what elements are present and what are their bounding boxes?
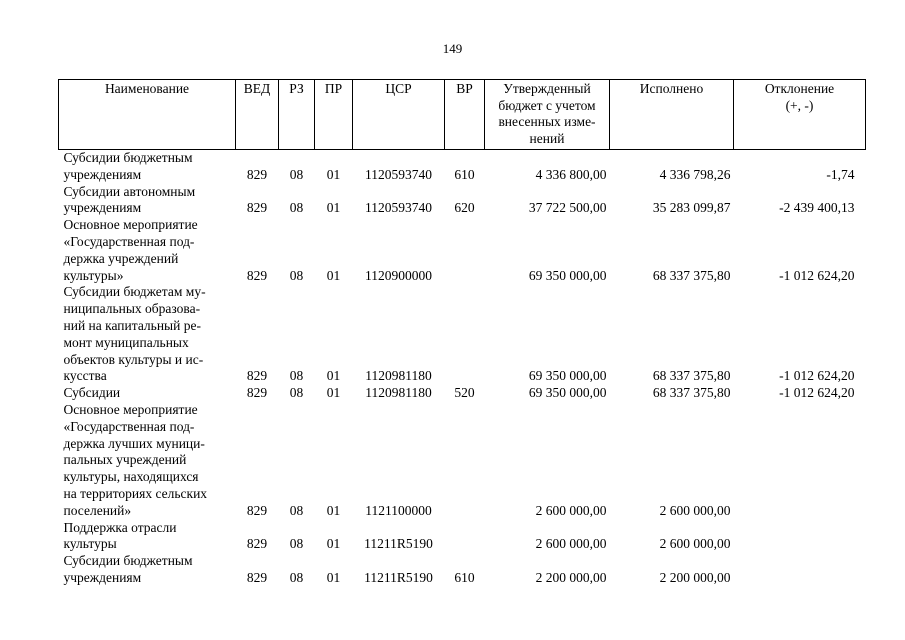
header-approved-line: бюджет с учетом [498,97,596,113]
row-name-line: учреждениям [63,166,142,182]
table-row [59,520,866,554]
row-approved-budget: 2 200 000,00 [535,569,607,585]
row-executed: 35 283 099,87 [652,200,731,216]
row-vr: 610 [454,569,475,585]
row-executed: 2 600 000,00 [659,502,731,518]
row-vr [445,402,485,520]
row-rz: 08 [289,166,304,182]
row-name-line: культуры [63,536,117,552]
row-name [59,553,236,587]
row-name-line: Субсидии бюджетам му- [63,284,206,300]
row-rz: 08 [289,385,304,401]
row-name-line: культуры, находящихся [63,469,199,485]
row-name [59,184,236,218]
row-ved: 829 [246,267,268,283]
row-name [59,217,236,284]
row-name-line: монт муниципальных [63,334,189,350]
row-vr: 520 [454,385,475,401]
row-name-line: поселений» [63,502,132,518]
row-rz: 08 [289,368,304,384]
row-name-line: объектов культуры и ис- [63,351,204,367]
row-ved: 829 [246,385,268,401]
row-approved-budget: 37 722 500,00 [528,200,607,216]
row-vr: 620 [454,200,475,216]
header-rz: РЗ [279,80,315,150]
row-csr: 1120900000 [365,267,432,283]
header-row [59,80,866,150]
header-deviation-line: Отклонение [764,81,835,96]
table-row [59,553,866,587]
row-name [59,402,236,520]
row-approved-budget: 69 350 000,00 [528,385,607,401]
row-pr: 01 [326,385,341,401]
row-csr: 1120981180 [365,368,432,384]
row-name [59,284,236,385]
table-row [59,150,866,184]
row-name [59,520,236,554]
row-rz: 08 [289,200,304,216]
header-csr: ЦСР [353,80,445,150]
row-rz: 08 [289,536,304,552]
row-executed: 4 336 798,26 [659,166,731,182]
row-pr: 01 [326,267,341,283]
row-csr: 11211R5190 [364,569,433,585]
header-deviation-line: (+, -) [785,97,814,113]
row-name [59,150,236,184]
row-pr: 01 [326,569,341,585]
budget-execution-table [58,79,866,587]
row-approved-budget: 69 350 000,00 [528,267,607,283]
row-deviation: -1 012 624,20 [779,368,855,384]
table-row [59,402,866,520]
row-name-line: ниципальных образова- [63,301,201,317]
table-row [59,217,866,284]
row-deviation [734,553,866,587]
row-executed: 2 600 000,00 [659,536,731,552]
row-pr: 01 [326,166,341,182]
row-pr: 01 [326,536,341,552]
header-deviation [734,80,866,150]
row-name-line: держка учреждений [63,250,179,266]
row-vr: 610 [454,166,475,182]
row-approved-budget: 2 600 000,00 [535,502,607,518]
row-ved: 829 [246,166,268,182]
row-name-line: учреждениям [63,569,142,585]
header-vr: ВР [445,80,485,150]
row-vr [445,284,485,385]
table-body [59,150,866,587]
row-csr: 1121100000 [365,502,432,518]
table-row [59,385,866,402]
row-csr: 11211R5190 [364,536,433,552]
row-pr: 01 [326,368,341,384]
table-header [59,80,866,150]
header-approved-line: Утвержденный [503,81,591,96]
row-name-line: учреждениям [63,200,142,216]
header-ved: ВЕД [236,80,279,150]
row-approved-budget: 69 350 000,00 [528,368,607,384]
header-pr: ПР [315,80,353,150]
row-csr: 1120593740 [365,166,432,182]
row-approved-budget: 4 336 800,00 [535,166,607,182]
row-name-line: Поддержка отрасли [63,519,177,535]
row-rz: 08 [289,569,304,585]
row-name-line: ний на капитальный ре- [63,317,201,333]
header-executed: Исполнено [610,80,734,150]
row-rz: 08 [289,267,304,283]
row-name-line: культуры» [63,267,124,283]
row-name-line: Основное мероприятие [63,217,198,233]
row-name-line: «Государственная под- [63,233,195,249]
table-row [59,184,866,218]
row-approved-budget: 2 600 000,00 [535,536,607,552]
row-name [59,385,236,402]
row-name-line: пальных учреждений [63,452,187,468]
row-name-line: Субсидии бюджетным [63,553,193,569]
row-csr: 1120981180 [365,385,432,401]
row-name-line: Субсидии автономным [63,183,196,199]
row-deviation [734,520,866,554]
header-name: Наименование [59,80,236,150]
row-ved: 829 [246,569,268,585]
row-pr: 01 [326,200,341,216]
row-name-line: держка лучших муници- [63,435,205,451]
row-name-line: Субсидии бюджетным [63,150,193,165]
header-approved-line: внесенных изме- [498,114,596,129]
row-pr: 01 [326,502,341,518]
row-executed: 68 337 375,80 [652,385,731,401]
row-deviation: -2 439 400,13 [779,200,855,216]
row-vr [445,520,485,554]
row-name-line: Основное мероприятие [63,401,198,417]
row-ved: 829 [246,502,268,518]
row-ved: 829 [246,536,268,552]
row-name-line: кусства [63,368,107,384]
row-executed: 68 337 375,80 [652,368,731,384]
header-approved-line: нений [529,130,565,146]
header-approved-budget [485,80,610,150]
table-row [59,284,866,385]
row-deviation: -1,74 [826,166,855,182]
page-number: 149 [442,41,463,56]
row-rz: 08 [289,502,304,518]
row-name-line: на территориях сельских [63,485,208,501]
row-deviation: -1 012 624,20 [779,385,855,401]
row-deviation: -1 012 624,20 [779,267,855,283]
row-ved: 829 [246,368,268,384]
row-vr [445,217,485,284]
row-ved: 829 [246,200,268,216]
row-name-line: «Государственная под- [63,418,195,434]
row-name-line: Субсидии [63,385,121,401]
row-executed: 2 200 000,00 [659,569,731,585]
row-executed: 68 337 375,80 [652,267,731,283]
row-deviation [734,402,866,520]
row-csr: 1120593740 [365,200,432,216]
